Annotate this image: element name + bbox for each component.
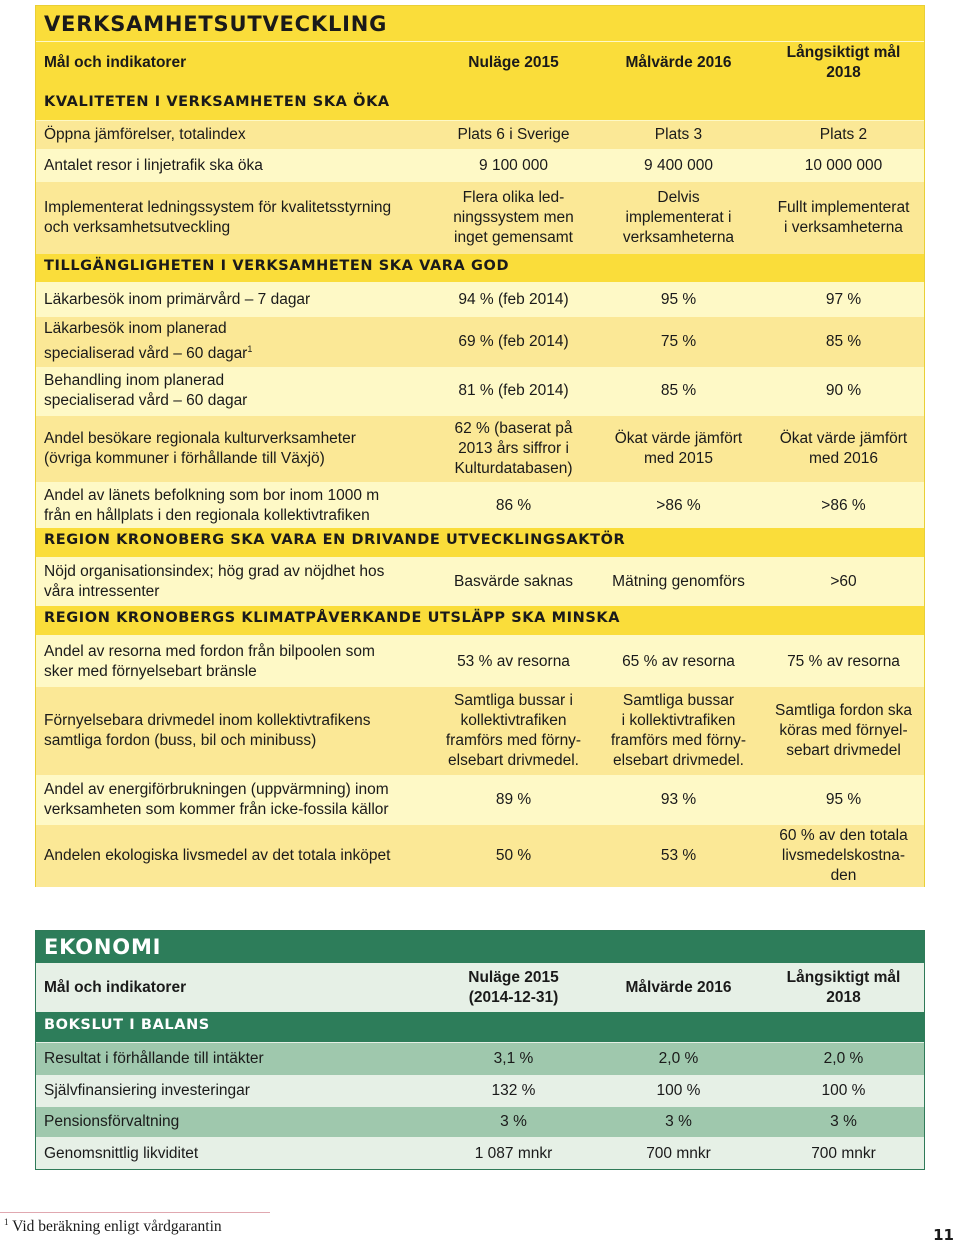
table-row	[36, 121, 924, 149]
value-malvarde: Samtliga bussar i kollektivtrafiken framförs med förny- elsebart drivmedel.	[610, 692, 747, 769]
value-langsiktigt: 60 % av den totala livsmedelskostna- den	[779, 827, 908, 884]
table-row	[36, 637, 924, 687]
value-malvarde: 95 %	[660, 291, 697, 308]
value-langsiktigt: 700 mnkr	[811, 1144, 876, 1162]
value-malvarde: >86 %	[656, 497, 701, 514]
row-label: Självfinansiering investeringar	[44, 1082, 250, 1099]
footnote-marker: 1	[4, 1217, 9, 1227]
value-nulage: Basvärde saknas	[454, 573, 573, 590]
table-row	[36, 775, 924, 825]
value-nulage: 81 % (feb 2014)	[458, 382, 569, 399]
value-malvarde: Delvis implementerat i verksamheterna	[622, 189, 735, 246]
header-col2: Målvärde 2016	[625, 54, 732, 71]
value-langsiktigt: 85 %	[825, 333, 862, 350]
value-nulage: 50 %	[495, 847, 532, 864]
value-nulage: Flera olika led- ningssystem men inget gemensamt	[453, 189, 574, 246]
footnote-divider	[0, 1212, 270, 1213]
value-nulage: 89 %	[495, 791, 532, 808]
value-langsiktigt: >86 %	[821, 497, 866, 514]
value-langsiktigt: 100 %	[821, 1082, 866, 1099]
table-row	[36, 1076, 924, 1106]
value-nulage: 94 % (feb 2014)	[458, 291, 569, 308]
table-row	[36, 482, 924, 530]
ekonomi-table	[35, 930, 925, 1170]
ekonomi-header-col2: Målvärde 2016	[625, 979, 732, 996]
value-nulage: 9 100 000	[479, 157, 548, 174]
value-nulage: 69 % (feb 2014)	[458, 333, 569, 350]
value-malvarde: 700 mnkr	[646, 1144, 711, 1162]
value-malvarde: 75 %	[660, 333, 697, 350]
row-label: Behandling inom planerad specialiserad vård – 60 dagar	[44, 372, 248, 409]
table-row	[36, 687, 924, 775]
row-label: Andelen ekologiska livsmedel av det totala inköpet	[44, 847, 391, 864]
row-label: Andel av länets befolkning som bor inom 1000 m från en hållplats i den regionala kollektivtrafiken	[44, 487, 380, 524]
section-title-utvecklingsaktor: REGION KRONOBERG SKA VARA EN DRIVANDE UTVECKLINGSAKTÖR	[44, 532, 626, 548]
header-col3: Långsiktigt mål 2018	[786, 44, 901, 81]
table-row	[36, 1107, 924, 1137]
value-nulage: 62 % (baserat på 2013 års siffror i Kulturdatabasen)	[454, 420, 573, 477]
value-langsiktigt: 75 % av resorna	[787, 653, 900, 670]
section-title-bokslut: BOKSLUT I BALANS	[44, 1017, 210, 1033]
value-malvarde: 2,0 %	[658, 1050, 699, 1067]
row-label: Implementerat ledningssystem för kvalitetsstyrning och verksamhetsutveckling	[44, 199, 392, 236]
value-malvarde: 93 %	[660, 791, 697, 808]
value-nulage: 132 %	[491, 1082, 536, 1099]
value-langsiktigt: Fullt implementerat i verksamheterna	[777, 199, 910, 236]
table-row	[36, 151, 924, 181]
section-title-tillganglighet: TILLGÄNGLIGHETEN I VERKSAMHETEN SKA VARA GOD	[44, 258, 510, 274]
value-nulage: 1 087 mnkr	[474, 1144, 553, 1162]
value-langsiktigt: 2,0 %	[823, 1050, 864, 1067]
footnote-text: Vid beräkning enligt vårdgarantin	[12, 1218, 222, 1236]
value-langsiktigt: 95 %	[825, 791, 862, 808]
value-langsiktigt: 3 %	[830, 1113, 857, 1130]
value-malvarde: 53 %	[660, 847, 697, 864]
value-langsiktigt: 97 %	[825, 291, 862, 308]
verksamhet-title: VERKSAMHETSUTVECKLING	[44, 12, 388, 36]
value-nulage: Plats 6 i Sverige	[457, 126, 570, 143]
table-row	[36, 367, 924, 415]
value-nulage: 86 %	[495, 497, 532, 514]
row-label: Läkarbesök inom planerad specialiserad vård – 60 dagar	[44, 320, 248, 363]
row-label: Andel av resorna med fordon från bilpoolen som sker med förnyelsebart bränsle	[44, 643, 375, 680]
table-row	[36, 559, 924, 605]
verksamhet-table	[35, 5, 925, 887]
table-row	[36, 317, 924, 367]
value-nulage: 53 % av resorna	[457, 653, 570, 670]
row-label: Läkarbesök inom primärvård – 7 dagar	[44, 291, 311, 308]
value-malvarde: Plats 3	[654, 126, 703, 143]
ekonomi-header-col3: Långsiktigt mål 2018	[786, 969, 901, 1006]
value-malvarde: Ökat värde jämfört med 2015	[614, 430, 743, 467]
table-row	[36, 825, 924, 887]
row-label: Andel av energiförbrukningen (uppvärmning) inom verksamheten som kommer från icke-fossila källor	[44, 781, 389, 818]
row-label: Resultat i förhållande till intäkter	[44, 1050, 264, 1067]
value-langsiktigt: 90 %	[825, 382, 862, 399]
ekonomi-header-col0: Mål och indikatorer	[44, 979, 187, 996]
value-langsiktigt: >60	[830, 573, 857, 590]
value-malvarde: 100 %	[656, 1082, 701, 1099]
table-row	[36, 1138, 924, 1169]
row-label: Öppna jämförelser, totalindex	[44, 126, 246, 143]
value-langsiktigt: 10 000 000	[804, 157, 883, 174]
value-malvarde: 9 400 000	[644, 157, 713, 174]
value-nulage: 3,1 %	[493, 1050, 534, 1067]
value-langsiktigt: Plats 2	[819, 126, 868, 143]
section-title-utslapp: REGION KRONOBERGS KLIMATPÅVERKANDE UTSLÄPP SKA MINSKA	[44, 610, 621, 626]
value-nulage: 3 %	[500, 1113, 527, 1130]
row-label: Genomsnittlig likviditet	[44, 1144, 199, 1162]
footnote	[4, 1217, 222, 1236]
ekonomi-title: EKONOMI	[44, 935, 162, 959]
value-nulage: Samtliga bussar i kollektivtrafiken framförs med förny- elsebart drivmedel.	[445, 692, 582, 769]
header-col1: Nuläge 2015	[468, 54, 559, 71]
value-malvarde: Mätning genomförs	[612, 573, 745, 590]
table-row	[36, 182, 924, 254]
section-title-kvalitet: KVALITETEN I VERKSAMHETEN SKA ÖKA	[44, 94, 390, 110]
table-row	[36, 416, 924, 482]
header-col0: Mål och indikatorer	[44, 54, 187, 71]
ekonomi-title-band	[36, 931, 924, 963]
value-malvarde: 85 %	[660, 382, 697, 399]
value-malvarde: 3 %	[665, 1113, 692, 1130]
value-malvarde: 65 % av resorna	[622, 653, 735, 670]
row-label: Pensionsförvaltning	[44, 1113, 180, 1130]
row-label: Förnyelsebara drivmedel inom kollektivtrafikens samtliga fordon (buss, bil och minibuss)	[44, 712, 371, 749]
table-row	[36, 284, 924, 316]
value-langsiktigt: Samtliga fordon ska köras med förnyel- sebart drivmedel	[775, 702, 912, 759]
row-label: Andel besökare regionala kulturverksamheter (övriga kommuner i förhållande till Växjö)	[44, 430, 356, 467]
row-label: Antalet resor i linjetrafik ska öka	[44, 157, 263, 174]
page-number: 11	[933, 1226, 954, 1244]
table-row	[36, 1043, 924, 1075]
value-langsiktigt: Ökat värde jämfört med 2016	[779, 430, 908, 467]
row-label: Nöjd organisationsindex; hög grad av nöjdhet hos våra intressenter	[44, 563, 385, 600]
footnote-ref: 1	[247, 344, 253, 355]
ekonomi-header-col1: Nuläge 2015 (2014-12-31)	[468, 969, 559, 1006]
